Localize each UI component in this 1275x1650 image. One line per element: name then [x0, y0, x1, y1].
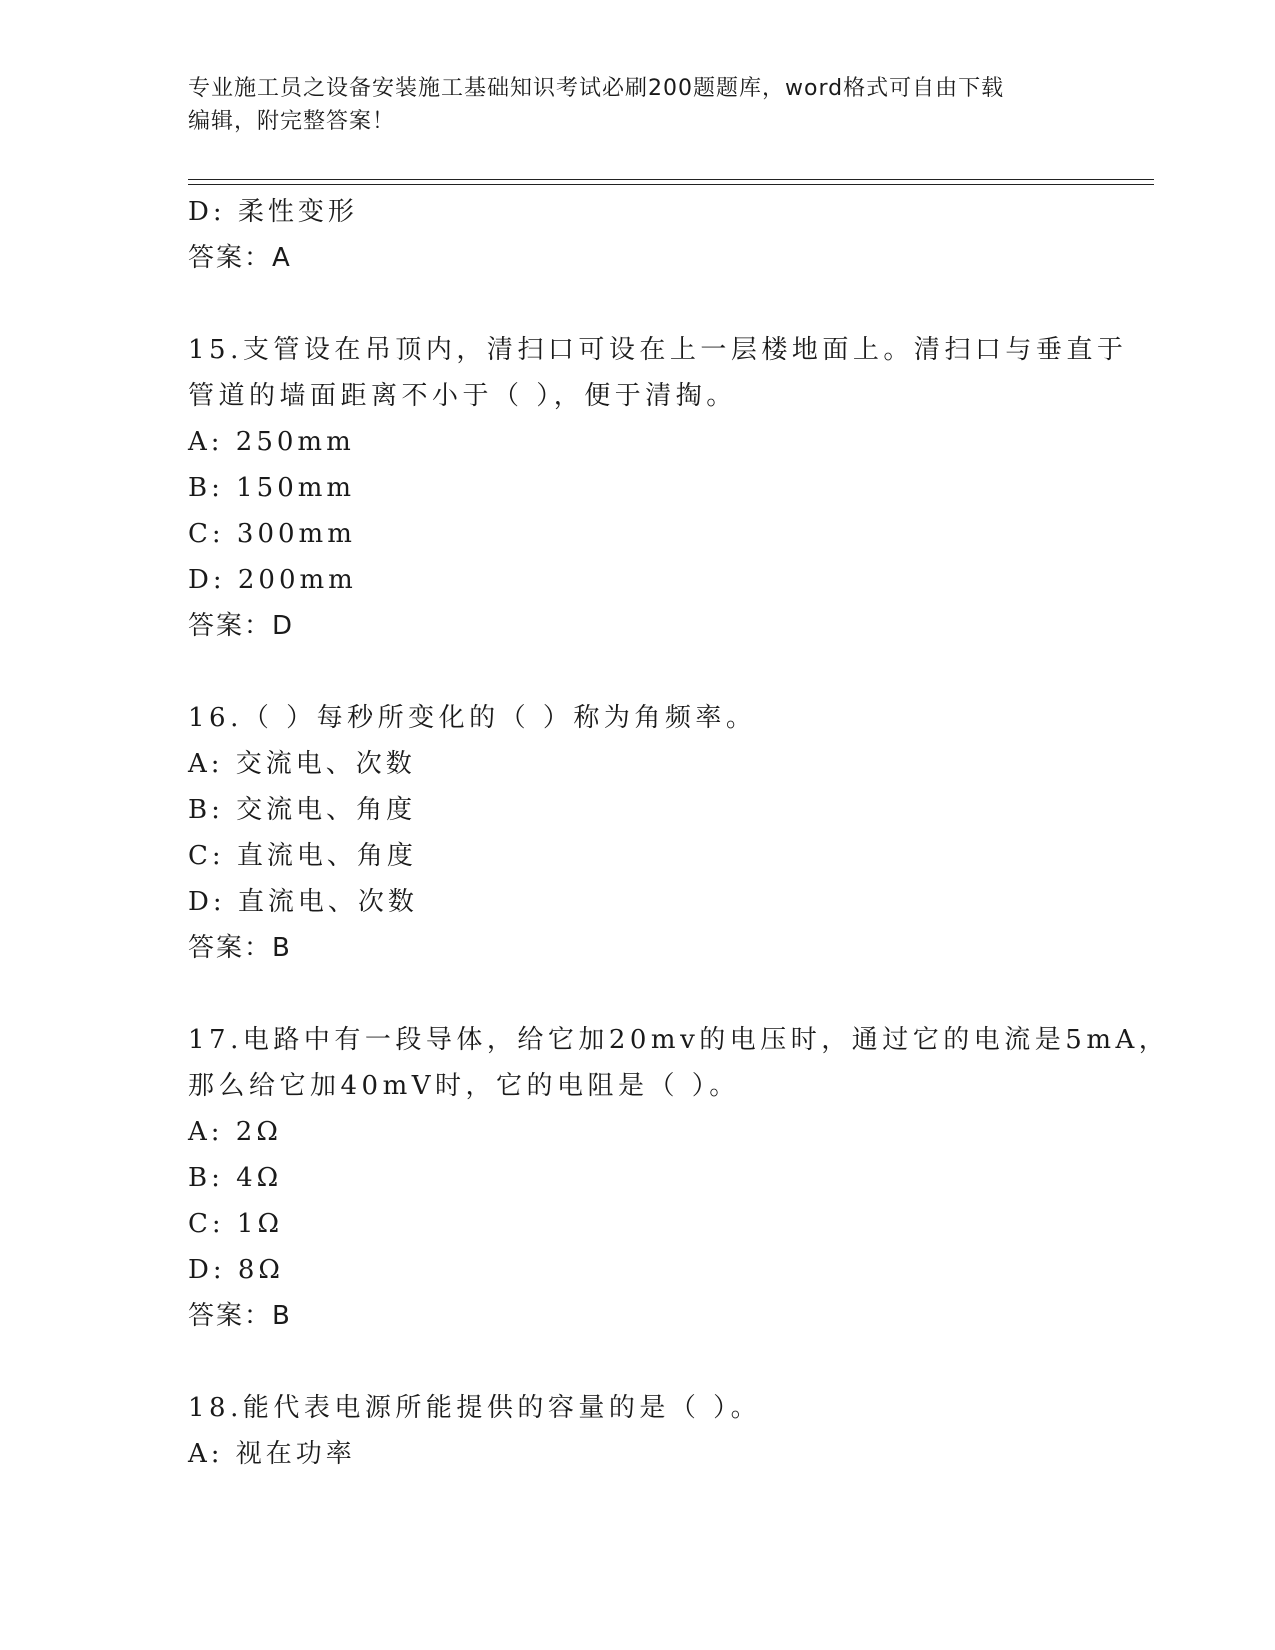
document-header: [188, 72, 1088, 138]
question-text: 15.支管设在吊顶内，清扫口可设在上一层楼地面上。清扫口与垂直于: [188, 335, 1128, 365]
question-18: [188, 1385, 1068, 1477]
question-17: [188, 1017, 1170, 1339]
question-text: 17.电路中有一段导体，给它加20mv的电压时，通过它的电流是5mA，: [188, 1025, 1170, 1055]
prev-question-tail: [188, 189, 1068, 281]
question-text: 16.（ ）每秒所变化的（ ）称为角频率。: [188, 703, 757, 733]
answer-line: 答案：A: [188, 243, 292, 273]
header-line-1: 专业施工员之设备安装施工基础知识考试必刷200题题库，word格式可自由下载: [188, 76, 1005, 101]
option-a: A: 视在功率: [188, 1439, 356, 1469]
option-a: A: 250mm: [188, 427, 355, 457]
option-d: D: 200mm: [188, 565, 357, 595]
option-c: C: 直流电、角度: [188, 841, 417, 871]
header-divider-top: [188, 179, 1154, 180]
question-list: [188, 189, 1170, 1477]
question-15: [188, 327, 1128, 649]
option-b: B: 交流电、角度: [188, 795, 417, 825]
option-b: B: 150mm: [188, 473, 356, 503]
option-c: C: 1Ω: [188, 1209, 284, 1239]
header-divider-bottom: [188, 184, 1154, 185]
option-b: B: 4Ω: [188, 1163, 283, 1193]
option-c: C: 300mm: [188, 519, 356, 549]
option-d: D: 柔性变形: [188, 197, 358, 227]
question-text: 18.能代表电源所能提供的容量的是（ ）。: [188, 1393, 762, 1423]
question-text: 那么给它加40mV时，它的电阻是（ ）。: [188, 1071, 740, 1101]
option-a: A: 2Ω: [188, 1117, 282, 1147]
question-text: 管道的墙面距离不小于（ ），便于清掏。: [188, 381, 737, 411]
option-a: A: 交流电、次数: [188, 749, 416, 779]
option-d: D: 8Ω: [188, 1255, 284, 1285]
answer-line: 答案：B: [188, 933, 292, 963]
header-line-2: 编辑，附完整答案！: [188, 109, 396, 134]
question-16: [188, 695, 1068, 971]
option-d: D: 直流电、次数: [188, 887, 418, 917]
answer-line: 答案：B: [188, 1301, 292, 1331]
answer-line: 答案：D: [188, 611, 295, 641]
